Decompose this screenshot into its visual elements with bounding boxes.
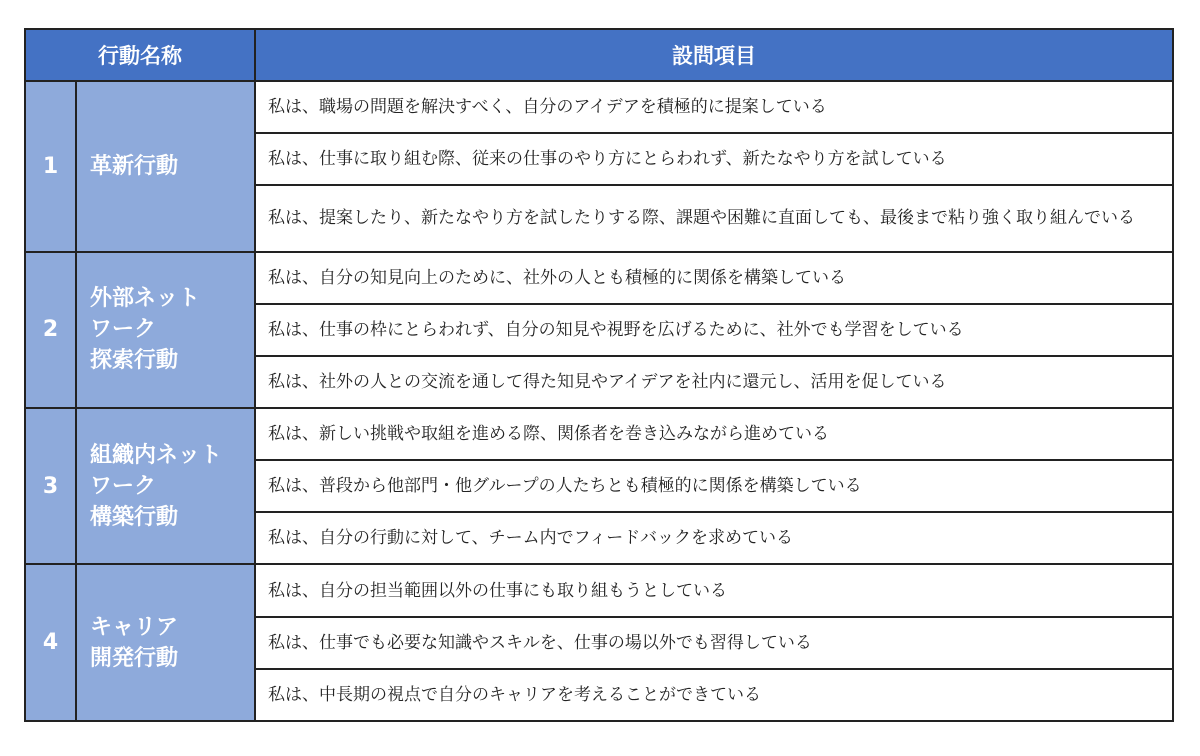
category-number: 1 (25, 81, 76, 252)
question-cell: 私は、社外の人との交流を通して得た知見やアイデアを社内に還元し、活用を促している (255, 356, 1173, 408)
header-question-items: 設問項目 (255, 29, 1173, 81)
category-number: 2 (25, 252, 76, 408)
question-cell: 私は、新しい挑戦や取組を進める際、関係者を巻き込みながら進めている (255, 408, 1173, 460)
question-cell: 私は、自分の知見向上のために、社外の人とも積極的に関係を構築している (255, 252, 1173, 304)
question-cell: 私は、普段から他部門・他グループの人たちとも積極的に関係を構築している (255, 460, 1173, 512)
category-name: 外部ネット ワーク 探索行動 (76, 252, 255, 408)
question-cell: 私は、仕事でも必要な知識やスキルを、仕事の場以外でも習得している (255, 617, 1173, 669)
table-row (25, 252, 1173, 304)
category-name: キャリア 開発行動 (76, 564, 255, 721)
category-name: 革新行動 (76, 81, 255, 252)
question-cell: 私は、職場の問題を解決すべく、自分のアイデアを積極的に提案している (255, 81, 1173, 133)
table-row (25, 564, 1173, 616)
table-header-row (25, 29, 1173, 81)
category-number: 3 (25, 408, 76, 564)
survey-items-table (24, 28, 1174, 722)
question-cell: 私は、中長期の視点で自分のキャリアを考えることができている (255, 669, 1173, 721)
question-cell: 私は、自分の行動に対して、チーム内でフィードバックを求めている (255, 512, 1173, 564)
question-cell: 私は、提案したり、新たなやり方を試したりする際、課題や困難に直面しても、最後まで粘り強く取り組んでいる (255, 185, 1173, 251)
table-row (25, 81, 1173, 133)
category-number: 4 (25, 564, 76, 721)
header-behavior-name: 行動名称 (25, 29, 255, 81)
question-cell: 私は、仕事に取り組む際、従来の仕事のやり方にとらわれず、新たなやり方を試している (255, 133, 1173, 185)
category-name: 組織内ネット ワーク 構築行動 (76, 408, 255, 564)
question-cell: 私は、仕事の枠にとらわれず、自分の知見や視野を広げるために、社外でも学習をしている (255, 304, 1173, 356)
table-row (25, 408, 1173, 460)
question-cell: 私は、自分の担当範囲以外の仕事にも取り組もうとしている (255, 564, 1173, 616)
